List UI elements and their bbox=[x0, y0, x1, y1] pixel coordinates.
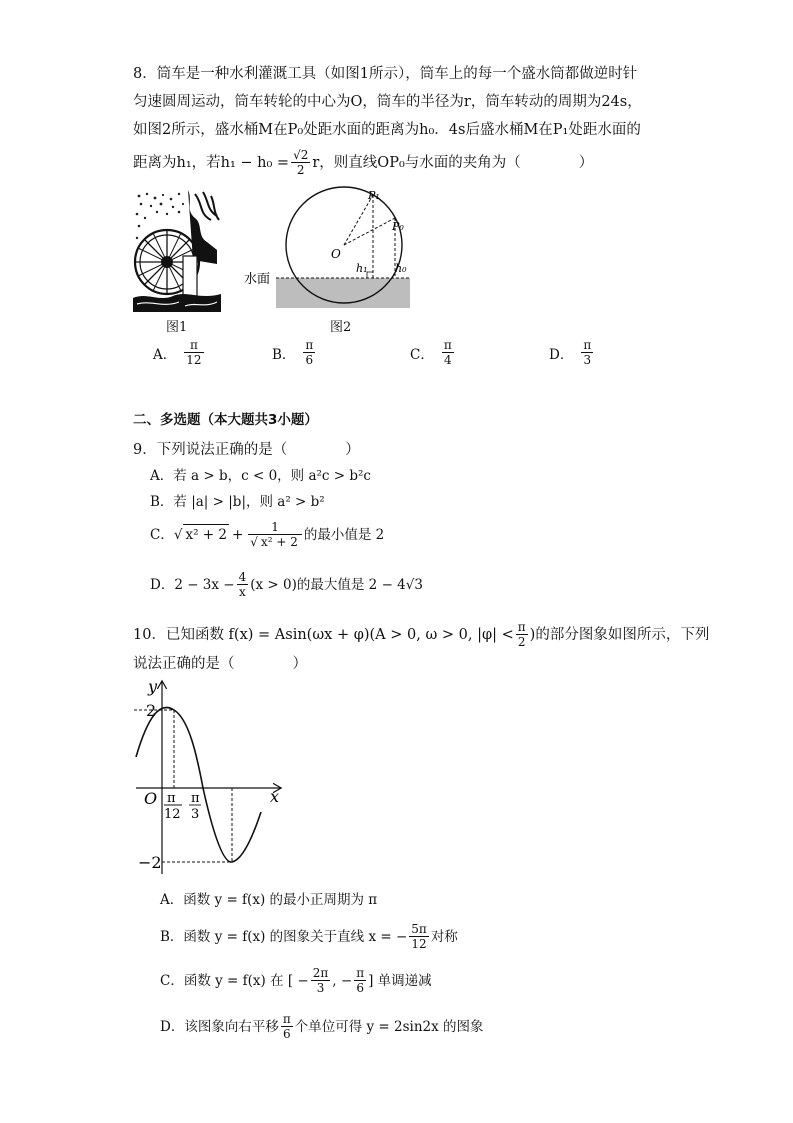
origin-label: O bbox=[144, 789, 158, 808]
tick-2-den: 3 bbox=[191, 807, 200, 822]
option-d-num: π bbox=[583, 338, 592, 352]
q10-c-fraction-1 bbox=[311, 966, 331, 995]
h1-label: h₁ bbox=[356, 262, 368, 275]
p0-label: P₀ bbox=[392, 220, 404, 233]
option-a-num: π bbox=[184, 338, 203, 353]
h0-label: h₀ bbox=[395, 262, 407, 275]
figure-2-caption: 图2 bbox=[330, 320, 352, 335]
q9-d-pre: 2 − 3x − bbox=[174, 576, 235, 593]
q8-line-2: 匀速圆周运动，筒车转轮的中心为O，筒车的半径为r，筒车转动的周期为24s， bbox=[133, 94, 642, 110]
option-d-label: D． bbox=[549, 346, 574, 363]
q9-c-frac-den: √ x² + 2 bbox=[250, 535, 298, 549]
q10-c-f1-num: 2π bbox=[312, 966, 329, 980]
q10-b-pre: B．函数 y = f(x) 的图象关于直线 x = − bbox=[160, 928, 408, 945]
q10-c-fraction-2 bbox=[354, 966, 366, 995]
q10-d-frac-den: 6 bbox=[282, 1027, 291, 1041]
q8-option-c[interactable] bbox=[410, 338, 456, 367]
q8-fraction-den: 2 bbox=[296, 163, 305, 177]
option-c-fraction bbox=[442, 338, 454, 367]
q9-c-label: C． bbox=[150, 526, 174, 543]
q10-option-d[interactable] bbox=[160, 1012, 484, 1041]
q10-c-mid: , − bbox=[332, 972, 353, 989]
q8-fraction bbox=[291, 148, 310, 177]
q8-line-1: 8．筒车是一种水利灌溉工具（如图1所示），筒车上的每一个盛水筒都做逆时针 bbox=[133, 66, 638, 82]
figure-2-circle-diagram bbox=[240, 186, 420, 316]
water-label: 水面 bbox=[244, 272, 271, 287]
option-b-den: 6 bbox=[305, 353, 314, 367]
q10-sine-graph bbox=[134, 674, 284, 880]
q8-line-4 bbox=[133, 148, 593, 177]
q10-stem-frac-num: π bbox=[517, 620, 526, 634]
option-c-num: π bbox=[443, 338, 452, 352]
option-a-fraction bbox=[184, 338, 203, 367]
q9-d-fraction bbox=[237, 570, 249, 599]
q8-fraction-num: √2 bbox=[293, 148, 309, 162]
q9-c-fraction bbox=[248, 520, 302, 549]
q9-d-label: D． bbox=[150, 576, 175, 593]
q9-c-post: 的最小值是 2 bbox=[303, 526, 385, 543]
q9-d-frac-num: 4 bbox=[238, 570, 247, 584]
q9-d-frac-den: x bbox=[239, 585, 246, 599]
q8-line-4-post: r，则直线OP₀与水面的夹角为（ ） bbox=[312, 154, 594, 171]
option-a-den: 12 bbox=[186, 353, 202, 367]
q8-option-a[interactable] bbox=[153, 338, 206, 367]
q10-b-frac-num: 5π bbox=[411, 922, 427, 936]
y-max-label: 2 bbox=[146, 701, 157, 720]
q8-line-3: 如图2所示，盛水桶M在P₀处距水面的距离为h₀．4s后盛水桶M在P₁处距水面的 bbox=[133, 122, 641, 138]
q10-c-f2-den: 6 bbox=[356, 981, 364, 995]
q9-c-frac-den-radicand: x² + 2 bbox=[260, 535, 298, 549]
q10-option-c[interactable] bbox=[160, 966, 432, 995]
q10-stem-frac-den: 2 bbox=[517, 635, 526, 649]
q10-d-fraction bbox=[281, 1012, 293, 1041]
option-a-label: A． bbox=[153, 346, 177, 363]
q9-option-d[interactable] bbox=[150, 570, 423, 599]
figure-1-caption: 图1 bbox=[166, 320, 188, 335]
q9-stem: 9．下列说法正确的是（ ） bbox=[133, 442, 360, 458]
option-b-fraction bbox=[303, 338, 315, 367]
q9-option-a[interactable]: A．若 a > b，c < 0，则 a²c > b²c bbox=[150, 468, 371, 484]
q10-c-f1-den: 3 bbox=[316, 981, 325, 995]
q10-stem bbox=[133, 620, 709, 649]
q10-c-pre: C．函数 y = f(x) 在 [ − bbox=[160, 972, 309, 989]
q10-d-pre: D．该图象向右平移 bbox=[160, 1018, 279, 1035]
p1-label: P₁ bbox=[368, 189, 380, 202]
tick-2-num: π bbox=[191, 791, 200, 806]
figure-1-waterwheel bbox=[133, 190, 221, 312]
q10-d-frac-num: π bbox=[282, 1012, 291, 1026]
q9-c-frac-num: 1 bbox=[248, 520, 302, 535]
q10-stem-line-2: 说法正确的是（ ） bbox=[133, 656, 307, 672]
q9-option-c[interactable] bbox=[150, 520, 384, 549]
q10-d-post: 个单位可得 y = 2sin2x 的图象 bbox=[294, 1018, 484, 1035]
q10-c-f2-num: π bbox=[356, 966, 365, 980]
q8-line-4-pre: 距离为h₁，若h₁ − h₀ = bbox=[133, 154, 290, 171]
q8-option-d[interactable] bbox=[549, 338, 595, 367]
sine-curve bbox=[136, 707, 261, 862]
q10-option-a[interactable]: A．函数 y = f(x) 的最小正周期为 π bbox=[160, 892, 378, 908]
q10-stem-pre: 10．已知函数 f(x) = Asin(ωx + φ)(A > 0, ω > 0, |φ| < bbox=[133, 626, 514, 643]
center-label: O bbox=[331, 247, 341, 261]
q10-b-post: 对称 bbox=[430, 928, 458, 945]
q10-c-post: ] 单调递减 bbox=[368, 972, 432, 989]
q8-option-b[interactable] bbox=[272, 338, 317, 367]
q9-c-radical-sign: √ bbox=[173, 526, 183, 543]
option-b-num: π bbox=[305, 338, 314, 352]
q9-c-radicand: x² + 2 bbox=[183, 524, 229, 545]
option-d-den: 3 bbox=[583, 353, 592, 367]
option-c-den: 4 bbox=[443, 353, 452, 367]
q9-d-post: (x > 0)的最大值是 2 − 4√3 bbox=[250, 576, 423, 593]
y-min-label: −2 bbox=[138, 853, 162, 872]
option-b-label: B． bbox=[272, 346, 296, 363]
q10-stem-post: )的部分图象如图所示，下列 bbox=[529, 626, 710, 643]
q10-b-frac-den: 12 bbox=[411, 937, 427, 951]
q9-c-plus: + bbox=[231, 526, 244, 543]
section-title: 二、多选题（本大题共3小题） bbox=[133, 412, 318, 428]
q10-option-b[interactable] bbox=[160, 922, 458, 951]
tick-1-num: π bbox=[167, 791, 176, 806]
q10-b-fraction bbox=[409, 922, 429, 951]
x-axis-label: x bbox=[270, 787, 280, 806]
q9-option-b[interactable]: B．若 |a| > |b|，则 a² > b² bbox=[150, 494, 325, 510]
y-axis-label: y bbox=[148, 677, 158, 696]
tick-1-den: 12 bbox=[164, 807, 181, 822]
option-c-label: C． bbox=[410, 346, 434, 363]
option-d-fraction bbox=[581, 338, 593, 367]
q10-stem-fraction bbox=[516, 620, 528, 649]
